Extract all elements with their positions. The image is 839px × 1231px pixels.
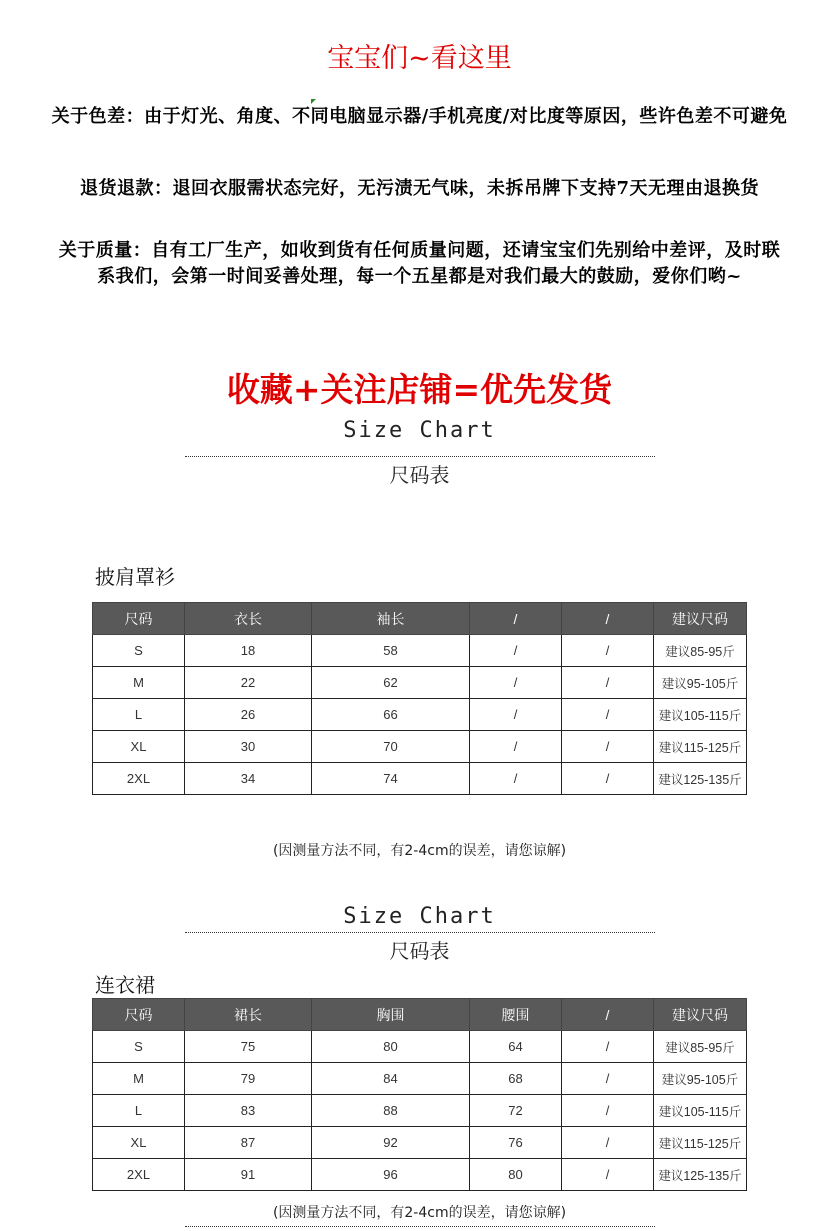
table-cell: 80 — [312, 1031, 470, 1063]
size-table-dress — [92, 998, 747, 1191]
table-cell: M — [93, 1063, 185, 1095]
table-cell: 87 — [185, 1127, 312, 1159]
table-cell: / — [470, 699, 562, 731]
table-cell: / — [562, 1127, 654, 1159]
table-cell: 建议105-115斤 — [654, 1095, 747, 1127]
table-cell: 62 — [312, 667, 470, 699]
table-cell: 建议115-125斤 — [654, 731, 747, 763]
table-cell: S — [93, 1031, 185, 1063]
table-cell: 34 — [185, 763, 312, 795]
column-header: 裙长 — [185, 999, 312, 1031]
table-cell: 建议85-95斤 — [654, 1031, 747, 1063]
table-row — [93, 667, 747, 699]
table-cell: 92 — [312, 1127, 470, 1159]
table-cell: / — [470, 635, 562, 667]
size-chart-subheading: 尺码表 — [389, 463, 450, 487]
column-header: 尺码 — [93, 603, 185, 635]
promo-banner: 收藏+关注店铺=优先发货 — [226, 370, 613, 409]
table-cell: 26 — [185, 699, 312, 731]
dotted-divider — [185, 456, 655, 457]
dotted-divider — [185, 932, 655, 933]
table-cell: / — [562, 763, 654, 795]
table-cell: / — [562, 731, 654, 763]
size-chart-heading: Size Chart — [343, 904, 496, 929]
table-cell: L — [93, 699, 185, 731]
table-cell: / — [470, 763, 562, 795]
table-row — [93, 635, 747, 667]
column-header: 胸围 — [312, 999, 470, 1031]
table-cell: 18 — [185, 635, 312, 667]
table-cell: 74 — [312, 763, 470, 795]
table-cell: XL — [93, 731, 185, 763]
table-cell: 建议105-115斤 — [654, 699, 747, 731]
size-chart-heading: Size Chart — [343, 418, 496, 443]
column-header: / — [562, 603, 654, 635]
color-note: 关于色差：由于灯光、角度、不同电脑显示器/手机亮度/对比度等原因，些许色差不可避免 — [51, 106, 788, 127]
table-row — [93, 763, 747, 795]
table-cell: 建议125-135斤 — [654, 1159, 747, 1191]
table-title-dress: 连衣裙 — [95, 973, 155, 997]
dotted-divider — [185, 1226, 655, 1227]
table-cell: 建议95-105斤 — [654, 667, 747, 699]
column-header: 衣长 — [185, 603, 312, 635]
quality-line-1: 关于质量：自有工厂生产，如收到货有任何质量问题，还请宝宝们先别给中差评，及时联 — [58, 240, 781, 261]
table-cell: 30 — [185, 731, 312, 763]
table-row — [93, 1127, 747, 1159]
table-row — [93, 1095, 747, 1127]
table-cell: L — [93, 1095, 185, 1127]
table-row — [93, 1031, 747, 1063]
table-row — [93, 699, 747, 731]
table-row — [93, 731, 747, 763]
page-title: 宝宝们~看这里 — [327, 43, 512, 74]
column-header: 袖长 — [312, 603, 470, 635]
table-cell: 75 — [185, 1031, 312, 1063]
table-cell: 建议125-135斤 — [654, 763, 747, 795]
column-header: 建议尺码 — [654, 603, 747, 635]
table-title-shawl: 披肩罩衫 — [95, 565, 175, 589]
table-cell: 64 — [470, 1031, 562, 1063]
table-cell: 建议95-105斤 — [654, 1063, 747, 1095]
table-cell: 80 — [470, 1159, 562, 1191]
table-cell: / — [562, 1063, 654, 1095]
measurement-note: (因测量方法不同，有2-4cm的误差，请您谅解) — [272, 1205, 567, 1221]
table-cell: XL — [93, 1127, 185, 1159]
table-cell: / — [562, 667, 654, 699]
column-header: 建议尺码 — [654, 999, 747, 1031]
table-cell: M — [93, 667, 185, 699]
table-cell: 58 — [312, 635, 470, 667]
table-row — [93, 1159, 747, 1191]
table-cell: / — [470, 731, 562, 763]
table-cell: / — [562, 1031, 654, 1063]
size-chart-subheading: 尺码表 — [389, 939, 450, 963]
table-cell: 建议85-95斤 — [654, 635, 747, 667]
table-cell: 2XL — [93, 1159, 185, 1191]
table-row — [93, 1063, 747, 1095]
table-cell: / — [562, 635, 654, 667]
column-header: 尺码 — [93, 999, 185, 1031]
table-cell: 68 — [470, 1063, 562, 1095]
table-cell: 96 — [312, 1159, 470, 1191]
table-cell: / — [562, 1159, 654, 1191]
column-header: 腰围 — [470, 999, 562, 1031]
table-cell: / — [470, 667, 562, 699]
column-header: / — [470, 603, 562, 635]
table-cell: 70 — [312, 731, 470, 763]
table-header-row — [93, 999, 747, 1031]
table-cell: 88 — [312, 1095, 470, 1127]
measurement-note: (因测量方法不同，有2-4cm的误差，请您谅解) — [272, 843, 567, 859]
return-policy: 退货退款：退回衣服需状态完好，无污渍无气味，未拆吊牌下支持7天无理由退换货 — [79, 178, 760, 199]
quality-line-2: 系我们，会第一时间妥善处理，每一个五星都是对我们最大的鼓励，爱你们哟~ — [97, 266, 742, 287]
table-cell: 84 — [312, 1063, 470, 1095]
table-cell: 72 — [470, 1095, 562, 1127]
table-cell: 66 — [312, 699, 470, 731]
table-header-row — [93, 603, 747, 635]
table-cell: 79 — [185, 1063, 312, 1095]
table-cell: / — [562, 699, 654, 731]
column-header: / — [562, 999, 654, 1031]
table-cell: 22 — [185, 667, 312, 699]
table-cell: S — [93, 635, 185, 667]
table-cell: 建议115-125斤 — [654, 1127, 747, 1159]
table-cell: / — [562, 1095, 654, 1127]
table-cell: 83 — [185, 1095, 312, 1127]
table-cell: 2XL — [93, 763, 185, 795]
size-table-shawl — [92, 602, 747, 795]
table-cell: 91 — [185, 1159, 312, 1191]
table-cell: 76 — [470, 1127, 562, 1159]
